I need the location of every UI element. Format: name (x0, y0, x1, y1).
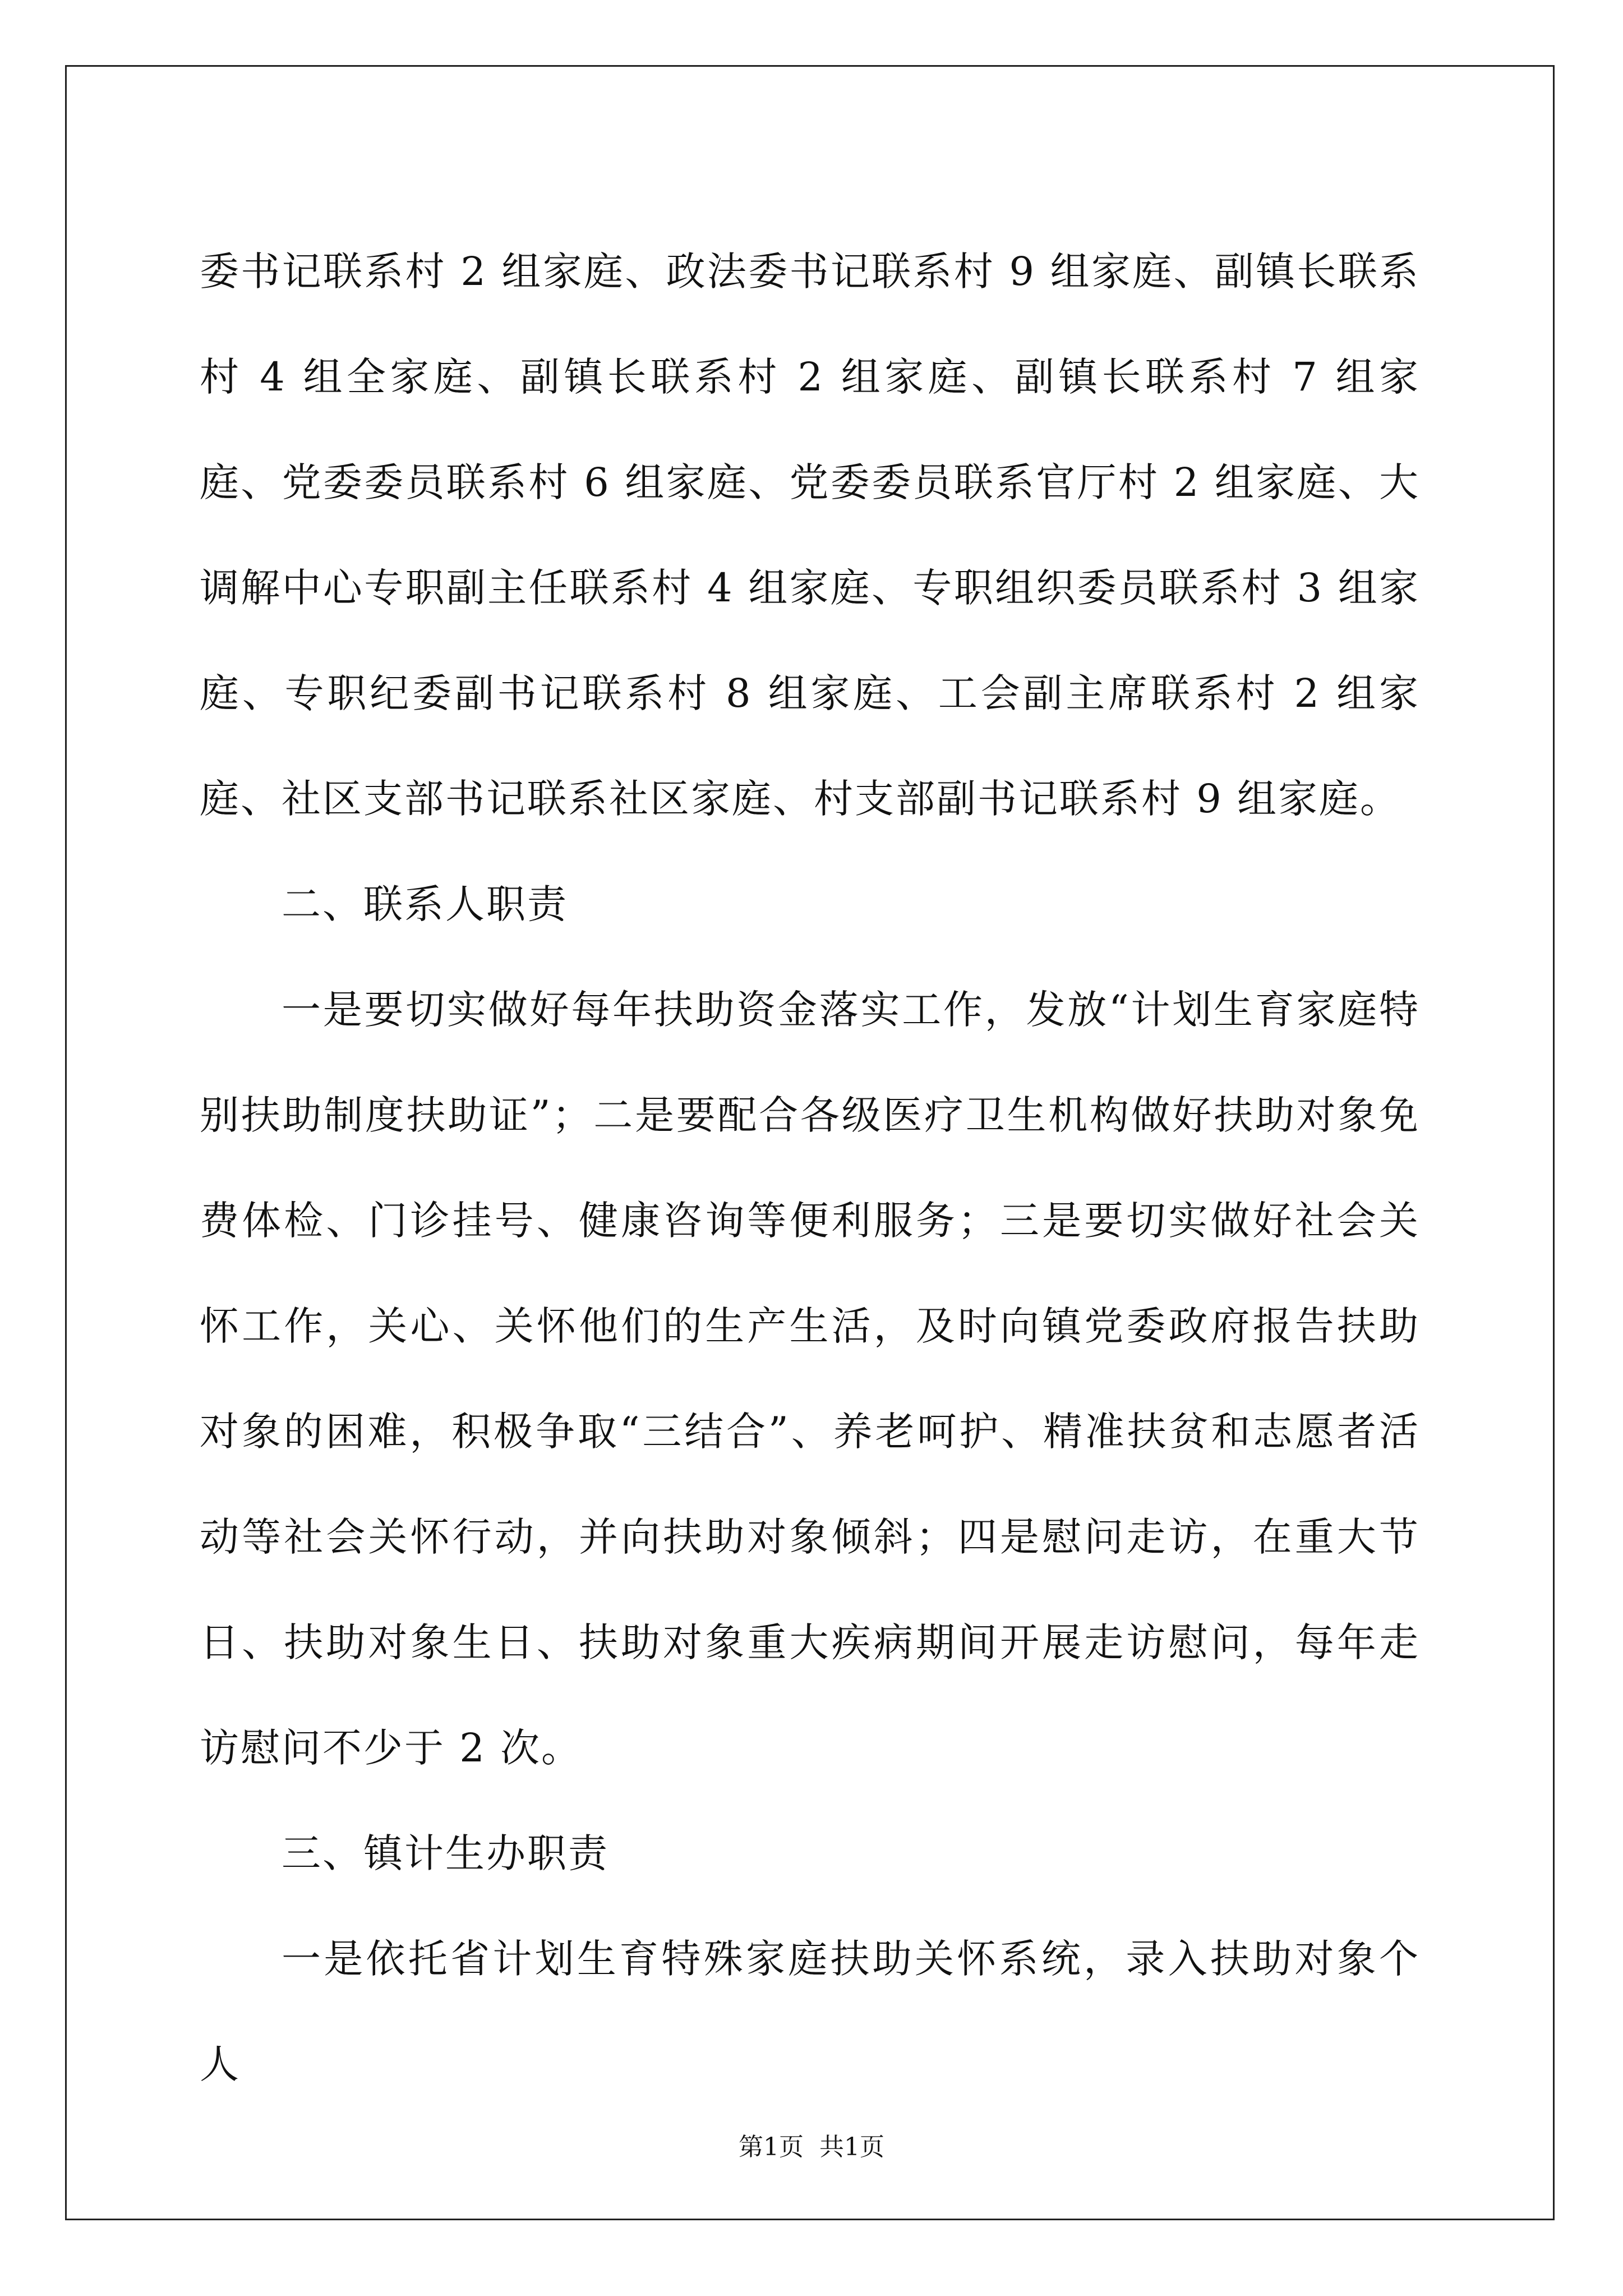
document-body (200, 219, 1420, 2117)
paragraph-office-duties: 一是依托省计划生育特殊家庭扶助关怀系统，录入扶助对象个人 (200, 1936, 1420, 2087)
page-number-footer: 第1页 共1页 (739, 2133, 884, 2161)
section-heading-contact-duties: 二、联系人职责 (282, 881, 568, 927)
paragraph-contact-duties: 一是要切实做好每年扶助资金落实工作，发放“计划生育家庭特别扶助制度扶助证”；二是要配合各级医疗卫生机构做好扶助对象免费体检、门诊挂号、健康咨询等便利服务；三是要切实做好社会关怀工作，关心、关怀他们的生产生活，及时向镇党委政府报告扶助对象的困难，积极争取“三结合”、养老呵护、精准扶贫和志愿者活动等社会关怀行动，并向扶助对象倾斜；四是慰问走访，在重大节日、扶助对象生日、扶助对象重大疾病期间开展走访慰问，每年走访慰问不少于 2 次。 (200, 987, 1420, 1771)
paragraph-contact-assignments: 委书记联系村 2 组家庭、政法委书记联系村 9 组家庭、副镇长联系村 4 组全家庭、副镇长联系村 2 组家庭、副镇长联系村 7 组家庭、党委委员联系村 6 组家庭、党委委员联系官厅村 2 组家庭、大调解中心专职副主任联系村 4 组家庭、专职组织委员联系村 3 组家庭、专职纪委副书记联系村 8 组家庭、工会副主席联系村 2 组家庭、社区支部书记联系社区家庭、村支部副书记联系村 9 组家庭。 (200, 249, 1420, 822)
section-heading-office-duties: 三、镇计生办职责 (282, 1830, 609, 1876)
